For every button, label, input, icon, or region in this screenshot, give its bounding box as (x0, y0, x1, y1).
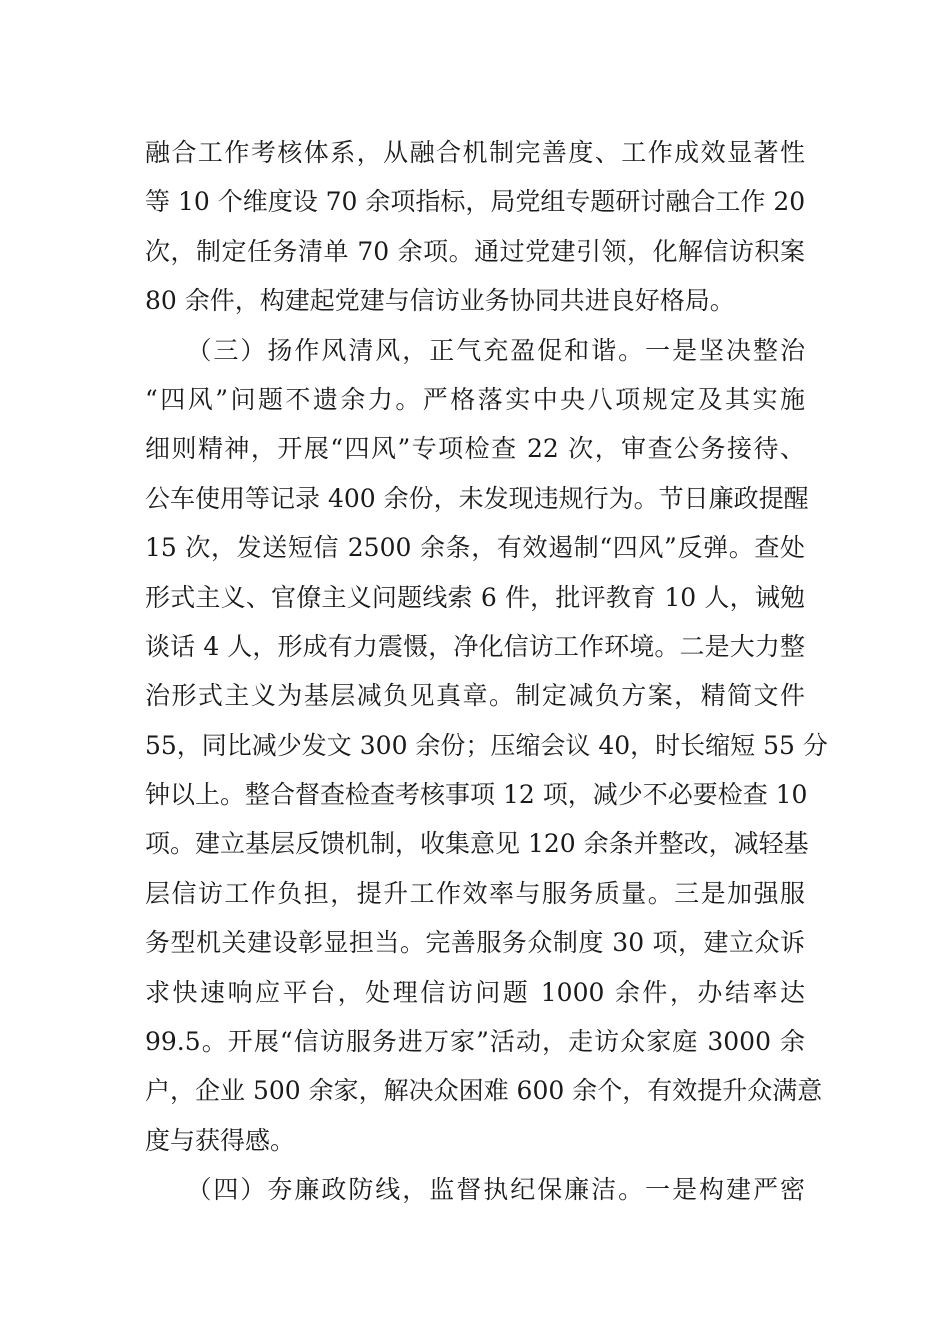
text-line: 谈话 4 人，形成有力震慑，净化信访工作环境。二是大力整 (145, 631, 805, 661)
section-heading-line: （三）扬作风清风，正气充盈促和谐。一是坚决整治 (145, 335, 805, 365)
text-line: 户，企业 500 余家，解决众困难 600 余个，有效提升众满意 (145, 1076, 823, 1106)
text-line: 项。建立基层反馈机制，收集意见 120 余条并整改，减轻基 (145, 829, 809, 859)
text-line: 务型机关建设彰显担当。完善服务众制度 30 项，建立众诉 (145, 928, 805, 958)
text-line: 形式主义、官僚主义问题线索 6 件，批评教育 10 人，诫勉 (145, 582, 805, 612)
text-line: 等 10 个维度设 70 余项指标，局党组专题研讨融合工作 20 (145, 187, 806, 217)
text-line: 99.5。开展“信访服务进万家”活动，走访众家庭 3000 余 (145, 1027, 805, 1057)
text-line: 15 次，发送短信 2500 余条，有效遏制“四风”反弹。查处 (145, 533, 805, 563)
text-line: 80 余件，构建起党建与信访业务协同共进良好格局。 (145, 286, 735, 316)
text-line: 55，同比减少发文 300 余份；压缩会议 40，时长缩短 55 分 (145, 730, 828, 760)
text-line: 融合工作考核体系，从融合机制完善度、工作成效显著性 (145, 138, 805, 167)
text-line: 次，制定任务清单 70 余项。通过党建引领，化解信访积案 (145, 236, 805, 266)
text-line: 求快速响应平台，处理信访问题 1000 余件，办结率达 (145, 977, 805, 1007)
document-body (145, 128, 828, 1215)
text-line: 钟以上。整合督查检查考核事项 12 项，减少不必要检查 10 (145, 780, 808, 810)
text-line: 层信访工作负担，提升工作效率与服务质量。三是加强服 (145, 878, 805, 908)
section-heading-line: （四）夯廉政防线，监督执纪保廉洁。一是构建严密 (145, 1175, 805, 1205)
text-line: 公车使用等记录 400 余份，未发现违规行为。节日廉政提醒 (145, 483, 809, 513)
text-line: 细则精神，开展“四风”专项检查 22 次，审查公务接待、 (145, 434, 805, 464)
text-line: 度与获得感。 (145, 1125, 296, 1155)
text-line: 治形式主义为基层减负见真章。制定减负方案，精简文件 (145, 681, 805, 711)
text-line: “四风”问题不遗余力。严格落实中央八项规定及其实施 (145, 384, 805, 414)
